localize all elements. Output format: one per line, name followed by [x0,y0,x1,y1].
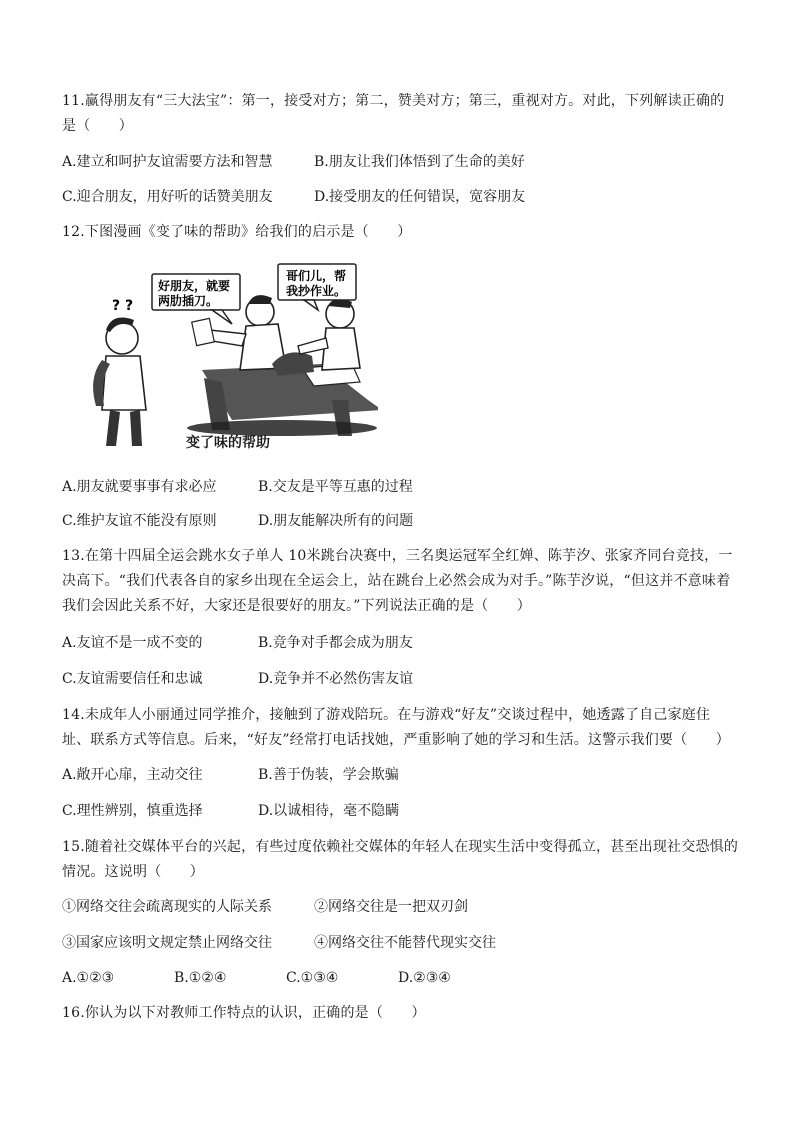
q11-option-c: C.迎合朋友，用好听的话赞美朋友 [62,189,273,205]
q14-stem-line1: 14.未成年人小丽通过同学推介，接触到了游戏陪玩。在与游戏“好友”交谈过程中，她透露了自己家庭住 [62,707,711,723]
q13-option-a: A.友谊不是一成不变的 [62,635,203,651]
q13-stem-line2: 决高下。“我们代表各自的家乡出现在全运会上，站在跳台上必然会成为对手。”陈芋汐说，“但这并不意味着 [62,573,731,589]
q15-statement-1: ①网络交往会疏离现实的人际关系 [62,899,272,915]
q15-option-d: D.②③④ [398,970,451,986]
right-boy-body [322,328,360,370]
q13-stem-line3: 我们会因此关系不好，大家还是很要好的朋友。”下列说法正确的是（ ） [62,598,531,614]
speech-bubble-left-tail [212,310,232,324]
q14-option-b: B.善于伪装，学会欺骗 [258,767,399,783]
q15-option-b: B.①②④ [174,970,227,986]
q11-stem-line2: 是（ ） [62,118,133,134]
q11-stem-line1: 11.赢得朋友有“三大法宝”：第一，接受对方；第二，赞美对方；第三，重视对方。对此，下列解读正确的 [62,93,725,109]
q14-option-c: C.理性辨别，慎重选择 [62,803,203,819]
bubble-right-line2: 我抄作业。 [286,284,347,298]
q16-stem: 16.你认为以下对教师工作特点的认识，正确的是（ ） [62,1005,426,1021]
q15-option-a: A.①②③ [62,970,115,986]
middle-boy-hair [248,295,272,304]
q14-option-a: A.敞开心扉，主动交往 [62,767,203,783]
q13-option-c: C.友谊需要信任和忠诚 [62,671,203,687]
q12-stem: 12.下图漫画《变了味的帮助》给我们的启示是（ ） [62,224,412,240]
q12-option-a: A.朋友就要事事有求必应 [62,479,217,495]
q11-option-d: D.接受朋友的任何错误，宽容朋友 [314,189,526,205]
q15-stem-line1: 15.随着社交媒体平台的兴起，有些过度依赖社交媒体的年轻人在现实生活中变得孤立，甚至出现社交恐惧的 [62,839,739,855]
q14-stem-line2: 址、联系方式等信息。后来，“好友”经常打电话找她，严重影响了她的学习和生活。这警示我们要（ ） [62,732,730,748]
q13-stem-line1: 13.在第十四届全运会跳水女子单人 10米跳台决赛中，三名奥运冠军全红婵、陈芋汐、张家齐同台竞技，一 [62,548,733,564]
q13-option-b: B.竞争对手都会成为朋友 [258,635,413,651]
q11-option-a: A.建立和呵护友谊需要方法和智慧 [62,154,273,170]
q11-option-b: B.朋友让我们体悟到了生命的美好 [314,154,525,170]
q15-statement-4: ④网络交往不能替代现实交往 [314,935,496,951]
q15-stem-line2: 情况。这说明（ ） [62,864,204,880]
q12-option-c: C.维护友谊不能没有原则 [62,513,217,529]
bubble-right-line1: 哥们儿，帮 [286,269,347,283]
q15-statement-3: ③国家应该明文规定禁止网络交往 [62,935,272,951]
left-boy-legs [106,410,142,446]
q12-option-d: D.朋友能解决所有的问题 [258,513,414,529]
q13-option-d: D.竞争并不必然伤害友谊 [258,671,414,687]
held-paper [192,318,215,345]
q15-statement-2: ②网络交往是一把双刃剑 [314,899,468,915]
q14-option-d: D.以诚相待，毫不隐瞒 [258,803,400,819]
speech-bubble-right-tail [304,300,318,310]
cartoon-caption: 变了味的帮助 [186,435,270,451]
cartoon-illustration [82,260,378,456]
bubble-left-line1: 好朋友，就要 [158,279,231,293]
q12-option-b: B.交友是平等互惠的过程 [258,479,413,495]
question-marks: ? ? [112,298,134,314]
bubble-left-line2: 两肋插刀。 [158,294,219,308]
q15-option-c: C.①③④ [286,970,339,986]
